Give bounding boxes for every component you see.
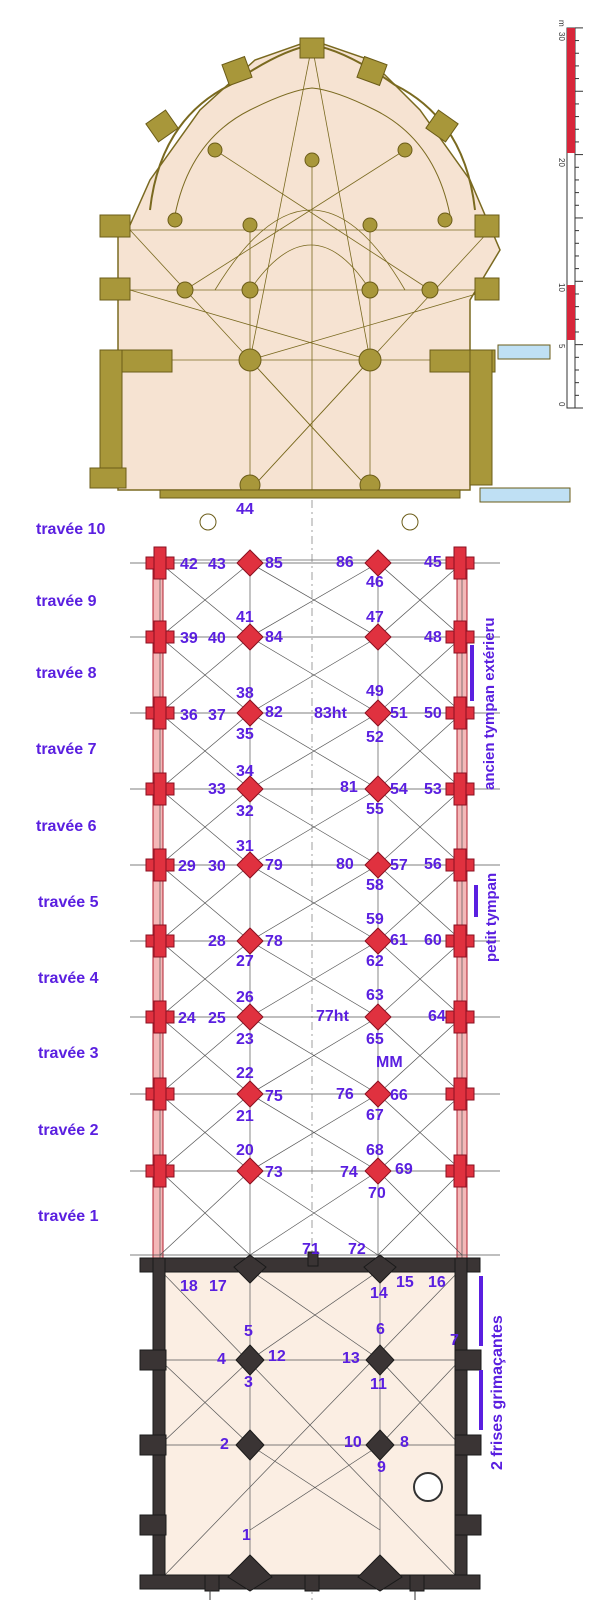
pillar-number: 9	[377, 1459, 386, 1476]
wall-pier	[154, 773, 166, 805]
scale-tick-label: 5	[557, 344, 566, 349]
right-annex-2	[480, 488, 570, 502]
wall-pier	[154, 547, 166, 579]
wall-pier	[454, 697, 466, 729]
wall-pier	[454, 925, 466, 957]
scale-unit-label: m	[557, 20, 566, 27]
scale-tick-label: 0	[557, 402, 566, 407]
pillar-number: 1	[242, 1527, 251, 1544]
gothic-choir	[90, 38, 570, 530]
side-note-petit-tympan: petit tympan	[483, 872, 500, 962]
narthex-stair	[414, 1473, 442, 1501]
pillar-number: 58	[366, 877, 384, 894]
bay-label-7: travée 7	[36, 741, 97, 758]
scale-tick-label: 10	[557, 283, 566, 292]
pillar-number: 68	[366, 1142, 384, 1159]
pillar-number: 48	[424, 629, 442, 646]
pillar-number: 52	[366, 729, 384, 746]
pillar-number: 85	[265, 555, 283, 572]
pillar-number: 10	[344, 1434, 362, 1451]
pillar-number: 13	[342, 1350, 360, 1367]
side-note-ancien-tympan: ancien tympan extérieru	[481, 617, 498, 790]
pillar-number: 56	[424, 856, 442, 873]
pillar-number: 66	[390, 1087, 408, 1104]
pillar-number: 21	[236, 1108, 254, 1125]
pillar-number: 61	[390, 932, 408, 949]
scale-bar-red-segment	[567, 28, 575, 153]
pillar-number: 47	[366, 609, 384, 626]
pillar-number: MM	[376, 1054, 403, 1071]
early-narthex	[140, 1252, 481, 1600]
marker-bar-frises-2	[479, 1370, 483, 1430]
pillar-number: 17	[209, 1278, 227, 1295]
wall-pier	[454, 547, 466, 579]
pillar-number: 62	[366, 953, 384, 970]
pillar-number: 83ht	[314, 705, 347, 722]
pillar-number: 34	[236, 763, 254, 780]
pillar-number: 79	[265, 857, 283, 874]
wall-pier	[454, 1078, 466, 1110]
pillar-number: 15	[396, 1274, 414, 1291]
pillar-number: 4	[217, 1351, 226, 1368]
pillar-number: 54	[390, 781, 408, 798]
scale-bar	[567, 28, 583, 408]
pillar-number: 24	[178, 1010, 196, 1027]
pillar-number: 30	[208, 858, 226, 875]
pillar-number: 78	[265, 933, 283, 950]
pillar-number: 43	[208, 556, 226, 573]
pillar-number: 16	[428, 1274, 446, 1291]
pillar-number: 82	[265, 704, 283, 721]
wall-pier	[154, 1078, 166, 1110]
bay-label-3: travée 3	[38, 1045, 99, 1062]
narthex-floor	[155, 1262, 465, 1580]
pillar-number: 29	[178, 858, 196, 875]
pillar-number: 74	[340, 1164, 358, 1181]
pillar-number: 37	[208, 707, 226, 724]
scale-tick-label: 30	[557, 32, 566, 41]
stair-left	[200, 514, 216, 530]
pillar-number: 50	[424, 705, 442, 722]
pillar-number: 12	[268, 1348, 286, 1365]
wall-pier	[454, 773, 466, 805]
pillar-number: 23	[236, 1031, 254, 1048]
pillar-number: 27	[236, 953, 254, 970]
pillar-number: 86	[336, 554, 354, 571]
pillar-number: 14	[370, 1285, 388, 1302]
bay-label-6: travée 6	[36, 818, 97, 835]
pillar-number: 53	[424, 781, 442, 798]
pillar-number: 38	[236, 685, 254, 702]
pillar-number: 67	[366, 1107, 384, 1124]
pillar-number: 65	[366, 1031, 384, 1048]
pillar-number: 80	[336, 856, 354, 873]
choir-floor	[118, 40, 500, 490]
pillar-number: 42	[180, 556, 198, 573]
pillar-number: 32	[236, 803, 254, 820]
pillar-number: 31	[236, 838, 254, 855]
pillar-number: 6	[376, 1321, 385, 1338]
wall-pier	[154, 925, 166, 957]
pillar-number: 26	[236, 989, 254, 1006]
pillar-number: 55	[366, 801, 384, 818]
pillar-number: 49	[366, 683, 384, 700]
pillar-number: 63	[366, 987, 384, 1004]
pillar-number: 81	[340, 779, 358, 796]
pillar-number: 5	[244, 1323, 253, 1340]
stair-right	[402, 514, 418, 530]
pillar-number: 20	[236, 1142, 254, 1159]
bay-label-8: travée 8	[36, 665, 97, 682]
pillar-number: 84	[265, 629, 283, 646]
pillar-number: 44	[236, 501, 254, 518]
scale-tick-label: 20	[557, 158, 566, 167]
wall-pier	[154, 1001, 166, 1033]
pillar-number: 11	[370, 1376, 387, 1393]
pillar-number: 51	[390, 705, 408, 722]
pillar-number: 35	[236, 726, 254, 743]
wall-pier	[454, 849, 466, 881]
pillar-number: 57	[390, 857, 408, 874]
bay-label-5: travée 5	[38, 894, 99, 911]
pillar-number: 3	[244, 1374, 253, 1391]
wall-pier	[454, 621, 466, 653]
bay-label-9: travée 9	[36, 593, 97, 610]
bay-label-1: travée 1	[38, 1208, 99, 1225]
pillar-number: 25	[208, 1010, 226, 1027]
pillar-number: 45	[424, 554, 442, 571]
pillar-number: 2	[220, 1436, 229, 1453]
pillar-number: 33	[208, 781, 226, 798]
bay-label-2: travée 2	[38, 1122, 99, 1139]
pillar-number: 73	[265, 1164, 283, 1181]
pillar-number: 64	[428, 1008, 446, 1025]
scale-bar-red-segment	[567, 285, 575, 340]
bay-label-4: travée 4	[38, 970, 99, 987]
wall-pier	[154, 621, 166, 653]
marker-bar-frises-1	[479, 1276, 483, 1346]
wall-pier	[154, 849, 166, 881]
pillar-number: 39	[180, 630, 198, 647]
pillar-number: 36	[180, 707, 198, 724]
pillar-number: 60	[424, 932, 442, 949]
scale-ticks	[575, 28, 583, 408]
pillar-number: 59	[366, 911, 384, 928]
pillar-number: 40	[208, 630, 226, 647]
pillar-number: 77ht	[316, 1008, 349, 1025]
side-note-frises: 2 frises grimaçantes	[489, 1315, 506, 1470]
pillar-number: 18	[180, 1278, 198, 1295]
pillar-number: 8	[400, 1434, 409, 1451]
pillar-number: 46	[366, 574, 384, 591]
nave-floor	[157, 560, 463, 1260]
pillar-number: 22	[236, 1065, 254, 1082]
marker-bar-ancien-tympan	[470, 645, 474, 701]
marker-bar-petit-tympan	[474, 885, 478, 917]
pillar-number: 41	[236, 609, 254, 626]
wall-pier	[454, 1155, 466, 1187]
pillar-number: 71	[302, 1241, 320, 1258]
pillar-number: 28	[208, 933, 226, 950]
pillar-number: 70	[368, 1185, 386, 1202]
pillar-number: 75	[265, 1088, 283, 1105]
pillar-number: 7	[450, 1332, 459, 1349]
bay-label-10: travée 10	[36, 521, 106, 538]
pillar-number: 69	[395, 1161, 413, 1178]
wall-pier	[154, 697, 166, 729]
wall-pier	[154, 1155, 166, 1187]
transept-wall	[160, 490, 460, 498]
pillar-number: 72	[348, 1241, 366, 1258]
right-annex-1	[498, 345, 550, 359]
pillar-number: 76	[336, 1086, 354, 1103]
wall-pier	[454, 1001, 466, 1033]
